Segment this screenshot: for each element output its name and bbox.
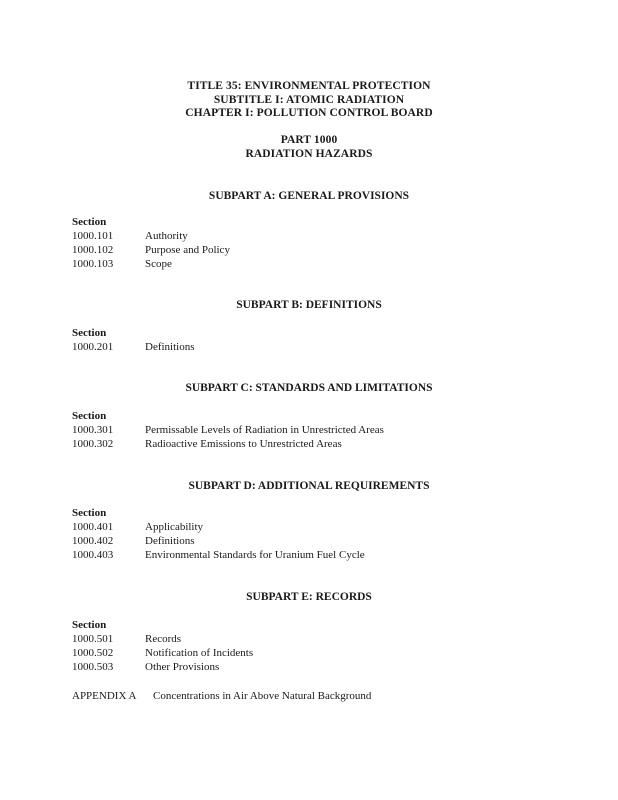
section-number: 1000.403 (72, 549, 114, 561)
section-title: Notification of Incidents (145, 647, 254, 659)
section-number: 1000.501 (72, 633, 114, 645)
section-number: 1000.402 (72, 535, 114, 547)
toc-row (72, 646, 552, 660)
toc-row (72, 229, 552, 243)
section-number: 1000.503 (72, 661, 114, 673)
appendix-label: APPENDIX A (72, 690, 137, 702)
section-title: Radioactive Emissions to Unrestricted Areas (145, 438, 342, 450)
subpart-e-heading: SUBPART E: RECORDS (246, 591, 372, 603)
section-title: Records (145, 633, 182, 645)
section-title: Definitions (145, 341, 195, 353)
toc-row (72, 437, 552, 451)
section-label: Section (72, 619, 107, 631)
toc-row (72, 520, 552, 534)
subpart-d-heading: SUBPART D: ADDITIONAL REQUIREMENTS (188, 480, 430, 492)
section-number: 1000.502 (72, 647, 114, 659)
toc-row (72, 340, 552, 354)
toc-row (72, 632, 552, 646)
subpart-a-heading: SUBPART A: GENERAL PROVISIONS (208, 190, 410, 202)
section-number: 1000.401 (72, 521, 114, 533)
section-title: Environmental Standards for Uranium Fuel Cycle (145, 549, 365, 561)
section-title: Permissable Levels of Radiation in Unrestricted Areas (145, 424, 384, 436)
toc-row (72, 534, 552, 548)
toc-row (72, 548, 552, 562)
title-line: TITLE 35: ENVIRONMENTAL PROTECTION (187, 80, 431, 92)
appendix-row (72, 689, 552, 703)
section-number: 1000.201 (72, 341, 114, 353)
section-label: Section (72, 410, 107, 422)
appendix-title: Concentrations in Air Above Natural Background (153, 690, 372, 702)
section-title: Definitions (145, 535, 195, 547)
subpart-c-heading: SUBPART C: STANDARDS AND LIMITATIONS (185, 382, 433, 394)
toc-row (72, 243, 552, 257)
section-number: 1000.101 (72, 230, 114, 242)
section-label: Section (72, 507, 107, 519)
section-number: 1000.103 (72, 258, 114, 270)
toc-row (72, 660, 552, 674)
part-name: RADIATION HAZARDS (245, 148, 373, 160)
section-number: 1000.302 (72, 438, 114, 450)
section-title: Applicability (145, 521, 204, 533)
section-title: Authority (145, 230, 188, 242)
section-label: Section (72, 216, 107, 228)
subpart-b-heading: SUBPART B: DEFINITIONS (236, 299, 382, 311)
section-number: 1000.301 (72, 424, 114, 436)
section-label: Section (72, 327, 107, 339)
part-line: PART 1000 (280, 134, 338, 146)
section-number: 1000.102 (72, 244, 114, 256)
toc-row (72, 423, 552, 437)
chapter-line: CHAPTER I: POLLUTION CONTROL BOARD (185, 107, 433, 119)
section-title: Other Provisions (145, 661, 220, 673)
toc-row (72, 257, 552, 271)
subtitle-line: SUBTITLE I: ATOMIC RADIATION (213, 94, 405, 106)
section-title: Purpose and Policy (145, 244, 230, 256)
section-title: Scope (145, 258, 172, 270)
